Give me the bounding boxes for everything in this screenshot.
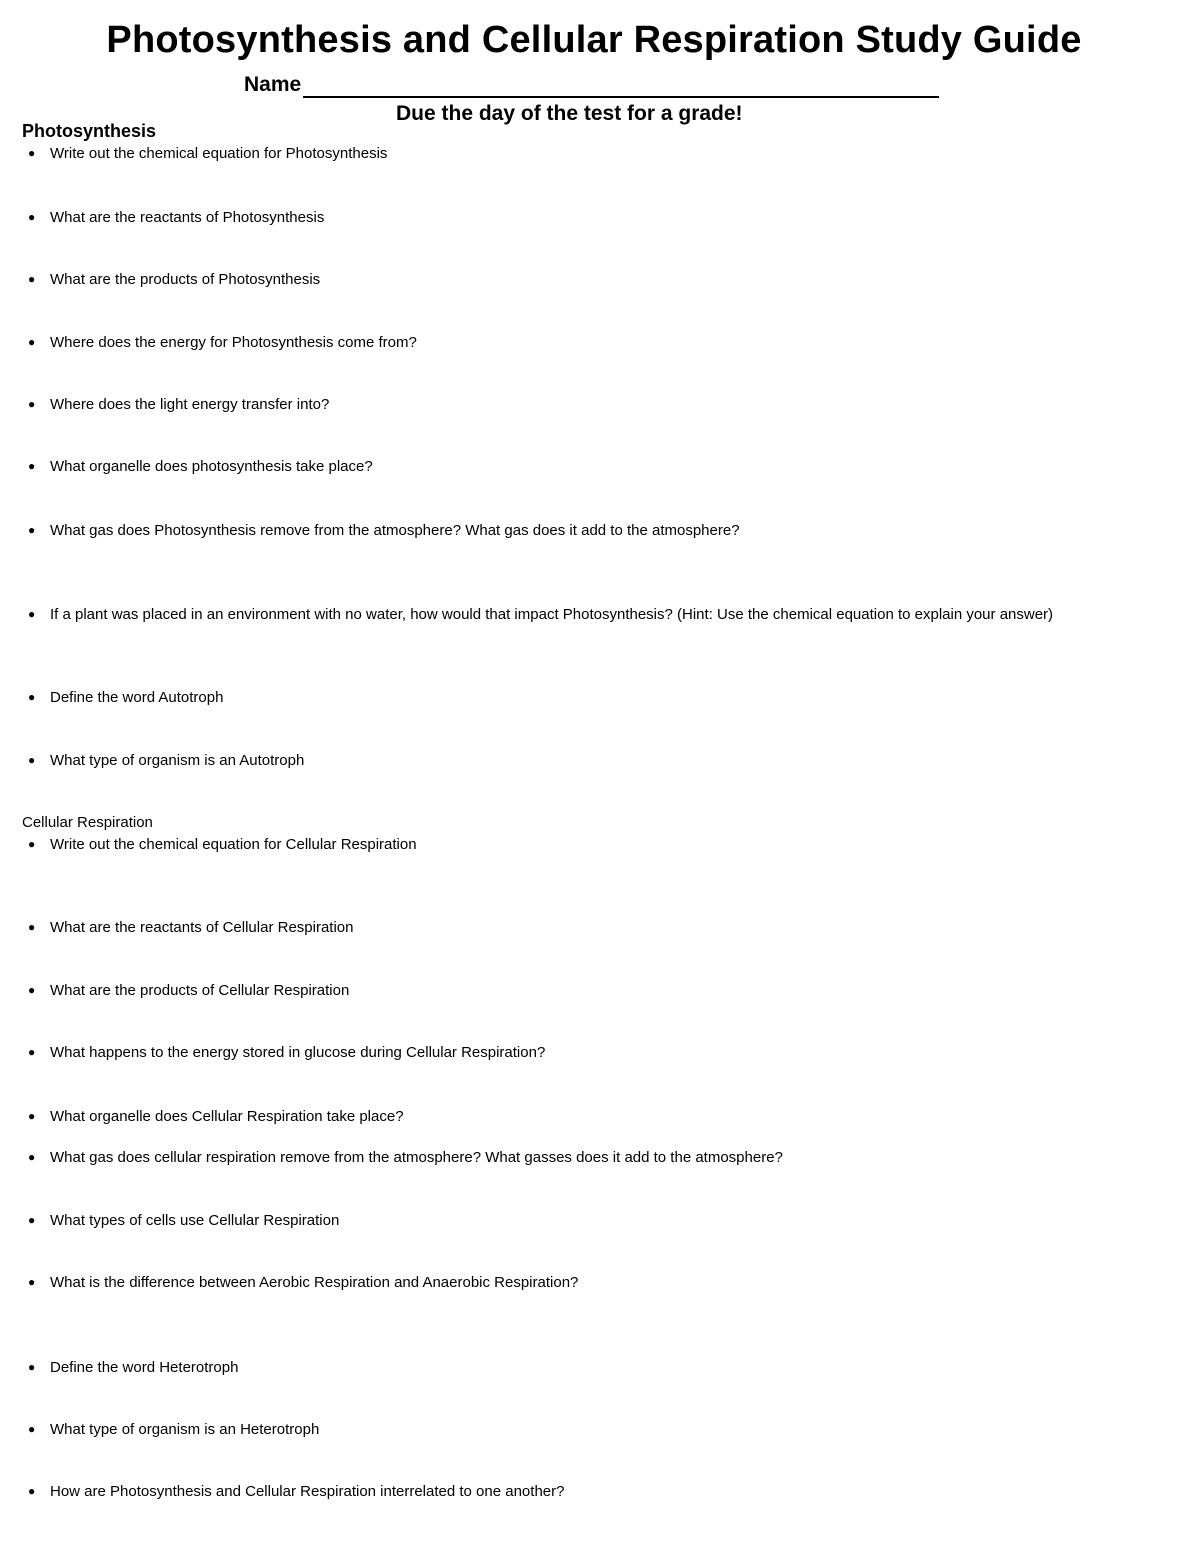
question-text: If a plant was placed in an environment with no water, how would that impact Photosynthesis? (Hint: Use the chemical equation to explain your answer) [50,606,1054,623]
question-text: Define the word Autotroph [50,689,224,706]
bullet-icon: ● [28,607,36,621]
question-text: Define the word Heterotroph [50,1359,239,1376]
question-text: What happens to the energy stored in glucose during Cellular Respiration? [50,1044,546,1061]
bullet-icon: ● [28,983,36,997]
name-field[interactable] [244,70,939,98]
question-item [28,394,1148,415]
question-text: Write out the chemical equation for Photosynthesis [50,145,388,162]
question-item [28,1481,1148,1502]
bullet-icon: ● [28,523,36,537]
bullet-icon: ● [28,690,36,704]
bullet-icon: ● [28,1109,36,1123]
bullet-icon: ● [28,1484,36,1498]
question-item [28,456,1148,477]
question-item [28,1272,1148,1293]
question-item [28,1210,1148,1231]
question-item [28,1419,1148,1440]
bullet-icon: ● [28,1150,36,1164]
bullet-icon: ● [28,1045,36,1059]
question-item [28,687,1148,708]
question-item [28,1042,1148,1063]
question-item [28,1106,1148,1127]
question-text: Where does the light energy transfer into? [50,396,330,413]
question-item [28,917,1148,938]
bullet-icon: ● [28,210,36,224]
question-text: How are Photosynthesis and Cellular Respiration interrelated to one another? [50,1483,565,1500]
question-item [28,1147,1148,1168]
bullet-icon: ● [28,146,36,160]
question-text: What type of organism is an Heterotroph [50,1421,320,1438]
question-text: Where does the energy for Photosynthesis come from? [50,334,417,351]
question-item [28,207,1148,228]
page-title: Photosynthesis and Cellular Respiration Study Guide [106,19,1082,61]
photosynthesis-heading: Photosynthesis [22,121,157,141]
question-text: What are the products of Photosynthesis [50,271,321,288]
bullet-icon: ● [28,753,36,767]
bullet-icon: ● [28,1422,36,1436]
bullet-icon: ● [28,1275,36,1289]
cellular-respiration-heading: Cellular Respiration [22,814,153,831]
question-item [28,332,1148,353]
question-text: What is the difference between Aerobic Respiration and Anaerobic Respiration? [50,1274,579,1291]
question-text: What are the products of Cellular Respiration [50,982,350,999]
name-label: Name [244,73,302,96]
bullet-icon: ● [28,459,36,473]
question-text: What organelle does Cellular Respiration take place? [50,1108,404,1125]
question-text: What are the reactants of Cellular Respiration [50,919,354,936]
question-item [28,269,1148,290]
question-text: What are the reactants of Photosynthesis [50,209,325,226]
question-item [28,604,1148,625]
bullet-icon: ● [28,1360,36,1374]
bullet-icon: ● [28,920,36,934]
question-text: What type of organism is an Autotroph [50,752,305,769]
bullet-icon: ● [28,397,36,411]
question-item [28,143,1148,164]
question-item [28,1357,1148,1378]
question-text: Write out the chemical equation for Cellular Respiration [50,836,417,853]
question-text: What types of cells use Cellular Respiration [50,1212,340,1229]
due-note: Due the day of the test for a grade! [396,102,743,125]
question-text: What organelle does photosynthesis take place? [50,458,373,475]
question-item [28,980,1148,1001]
question-item [28,520,1148,541]
bullet-icon: ● [28,272,36,286]
name-blank-line[interactable] [303,72,939,98]
question-text: What gas does cellular respiration remove from the atmosphere? What gasses does it add to the atmosphere? [50,1149,783,1166]
question-text: What gas does Photosynthesis remove from the atmosphere? What gas does it add to the atmosphere? [50,522,740,539]
question-item [28,834,1148,855]
question-item [28,750,1148,771]
bullet-icon: ● [28,837,36,851]
bullet-icon: ● [28,1213,36,1227]
bullet-icon: ● [28,335,36,349]
